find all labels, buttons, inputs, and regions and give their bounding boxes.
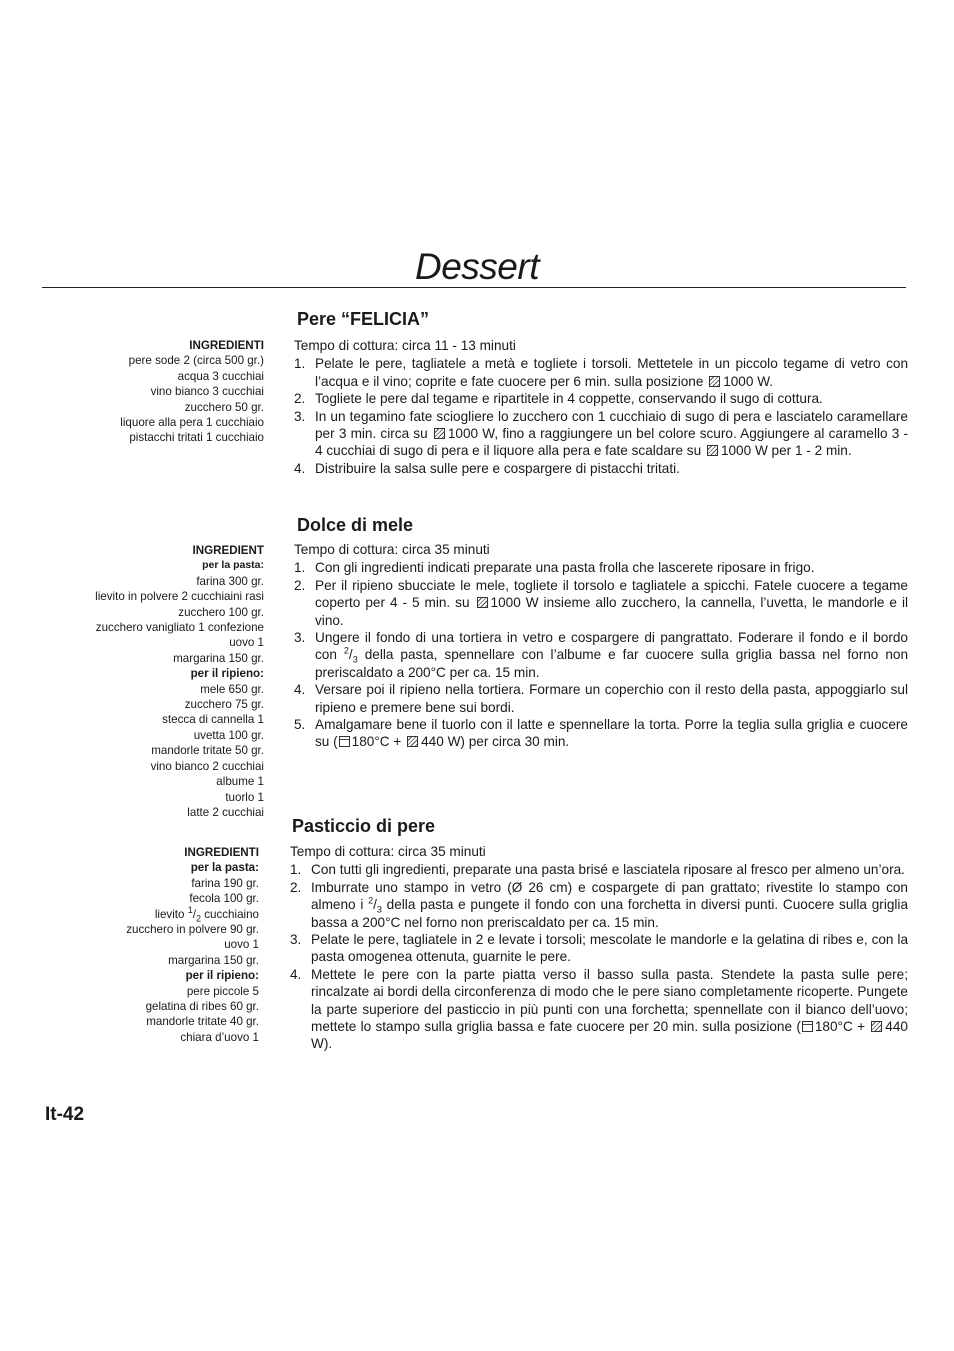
cooking-time: Tempo di cottura: circa 35 minuti [290,844,486,859]
ingredients-heading: INGREDIENT [192,544,264,557]
ingredients-dolce-di-mele [95,543,264,820]
recipe-body-pere-felicia [294,337,908,477]
ingredient-item: liquore alla pera 1 cucchiaio [120,416,264,430]
steps-list [294,355,908,477]
ingredient-item: pere sode 2 (circa 500 gr.) [128,354,264,368]
ingredients-subheading: per la pasta: [202,559,264,572]
microwave-icon [434,428,445,439]
step-text: 1000 W. [723,373,774,389]
page-title: Dessert [415,246,539,287]
ingredient-item: zucchero in polvere 90 gr. [126,923,259,937]
ingredient-item: margarina 150 gr. [173,651,264,665]
fraction-slash: / [348,647,353,663]
step-text: Con gli ingredienti indicati preparate una pasta frolla che lascerete riposare in frigo. [315,560,815,576]
step-text: Amalgamare bene il tuorlo con il latte e spennellare la torta. Porre la teglia sulla griglia e cuocere su ( [315,717,908,750]
steps-list [294,559,908,750]
microwave-icon [709,376,720,387]
step-text: 1000 W per 1 - 2 min. [720,443,852,459]
recipe-body-dolce-di-mele [294,541,908,751]
step-number: 2. [294,577,306,593]
microwave-icon [707,445,718,456]
cooking-time: Tempo di cottura: circa 35 minuti [294,542,490,557]
ingredient-item: vino bianco 3 cucchiai [150,385,264,399]
ingredient-item: zucchero 50 gr. [184,400,264,414]
ingredient-item: fecola 100 gr. [189,892,259,906]
ingredient-item: chiara d’uovo 1 [180,1030,259,1044]
ingredient-item: albume 1 [216,775,264,789]
ingredient-item: tuorlo 1 [225,790,264,804]
step-item [294,408,908,460]
ingredient-item: uvetta 100 gr. [193,728,264,742]
ingredients-subheading: per il ripieno: [185,969,259,983]
step-text: Con tutti gli ingredienti, preparate una pasta brisé e lasciatela riposare al fresco per almeno un’ora. [311,862,905,878]
step-number: 4. [290,966,302,982]
step-item [290,931,908,966]
recipe-body-pasticcio-di-pere [290,843,908,1053]
recipe-title-pasticcio-di-pere: Pasticcio di pere [292,816,436,836]
ingredient-item: latte 2 cucchiai [187,805,264,819]
step-number: 4. [294,460,306,476]
step-number: 2. [290,879,302,895]
step-number: 3. [290,932,302,948]
step-text: In un tegamino fate sciogliere lo zucchero con 1 cucchiaio di sugo di pera e lasciatelo caramellare per 3 min. circa su [315,408,908,442]
step-item [294,390,908,407]
step-text: 1000 W, fino a raggiungere un bel colore scuro. Aggiungere al caramello 3 - 4 cucchiai di sugo di pera e il liquore alla pera e fate scaldare su [315,426,908,459]
ingredient-item: stecca di cannella 1 [162,713,264,727]
ingredient-item: margarina 150 gr. [168,953,259,967]
step-item [294,559,908,576]
step-number: 4. [294,682,306,698]
step-number: 2. [294,391,306,407]
fraction-numerator: 2 [368,895,374,906]
fraction-denominator: 3 [352,655,358,666]
fraction-denominator: 2 [195,912,201,923]
step-text: 180°C + [814,1019,866,1035]
step-text: 1000 W insieme allo zucchero, la cannella, l’uvetta, le mandorle e il vino. [315,595,908,628]
step-text: Per il ripieno sbucciate le mele, togliete il torsolo e tagliatele a spicchi. Fatele cuocere a tegame coperto per 4 - 5 min. su [315,577,908,611]
title-divider [42,287,906,288]
step-item [294,716,908,751]
step-item [290,966,908,1053]
fraction-numerator: 1 [187,904,193,915]
step-number: 3. [294,408,306,424]
microwave-icon [477,597,488,608]
step-number: 1. [294,560,306,576]
step-item [294,460,908,477]
recipe-title-pere-felicia: Pere “FELICIA” [297,309,430,329]
step-item [294,629,908,681]
step-text: Mettete le pere con la parte piatta verso il basso sulla pasta. Stendete la pasta sulle pere; rincalzate ai bordi della circonferenza di modo che le pere siano completamente ricoperte. Pungete la parte superiore del pasticcio in più punti con una forchetta; spennellate con il bianco dell’uovo; mettete lo stampo sulla griglia bassa e fate cuocere per 20 min. sulla posizione ( [311,966,908,1035]
microwave-icon [871,1021,882,1032]
ingredients-heading: INGREDIENTI [184,846,259,859]
step-text: 180°C + [351,734,402,750]
ingredient-text: lievito [154,907,185,921]
step-number: 3. [294,630,306,646]
ingredient-item-lievito: lievito $^1/_2$ cucchiaino [154,904,259,923]
fraction-denominator: 3 [376,904,382,915]
ingredient-item: acqua 3 cucchiai [177,369,264,383]
grill-icon [339,736,350,747]
step-number: 5. [294,717,306,733]
ingredient-item: pere piccole 5 [186,984,259,998]
microwave-icon [407,736,418,747]
step-text: Imburrate uno stampo in vetro (Ø 26 cm) e cospargete di pan grattato; rivestite lo stampo con almeno i [311,879,908,913]
step-text: Ungere il fondo di una tortiera in vetro e cospargere di pangrattato. Foderare il fondo e il bordo con [315,630,908,663]
step-text: della pasta e pungete il fondo con una forchetta in diversi punti. Cuocere sulla griglia bassa a 200°C nel forno non preriscaldato per ca. 15 min. [311,897,909,930]
step-number: 1. [294,356,306,372]
ingredient-item: zucchero 100 gr. [178,605,264,619]
ingredient-item: pistacchi tritati 1 cucchiaio [129,431,264,445]
grill-icon [802,1021,813,1032]
ingredient-item: lievito in polvere 2 cucchiaini rasi [95,590,264,604]
ingredient-item: mandorle tritate 40 gr. [146,1015,259,1029]
step-item [290,879,908,931]
ingredient-item: zucchero vanigliato 1 confezione [95,621,264,635]
cooking-time: Tempo di cottura: circa 11 - 13 minuti [294,338,516,353]
ingredient-item: mele 650 gr. [200,682,264,696]
fraction-slash: / [373,897,377,913]
steps-list [290,861,908,1052]
step-item [294,355,908,390]
step-text: Pelate le pere, tagliatele in 2 e levate i torsoli; mescolate le mandorle e la gelatina di ribes e, con la pasta omogenea ottenuta, guarnite le pere. [311,932,908,965]
ingredients-subheading: per il ripieno: [190,667,264,681]
step-item [294,577,908,629]
step-item [294,681,908,716]
step-item [290,861,908,878]
page-number: It-42 [45,1104,85,1125]
ingredient-item: farina 190 gr. [191,876,259,890]
step-text: Togliete le pere dal tegame e ripartitele in 4 coppette, conservando il sugo di cottura. [315,391,823,407]
step-text: Pelate le pere, tagliatele a metà e togliete i torsoli. Mettetele in un piccolo tegame di vetro con l’acqua e il vino; coprite e fate cuocere per 6 min. sulla posizione [315,356,908,389]
ingredients-pere-felicia [120,338,264,446]
step-text: della pasta, spennellare con l’albume e far cuocere sulla griglia bassa nel forno non preriscaldato a 200°C per ca. 15 min. [315,647,909,680]
fraction-numerator: 2 [343,645,349,656]
ingredient-item: zucchero 75 gr. [184,698,264,712]
ingredient-item: uovo 1 [229,636,264,650]
ingredients-pasticcio-di-pere [126,845,259,1045]
ingredient-item: uovo 1 [224,938,259,952]
step-text: Distribuire la salsa sulle pere e cospargere di pistacchi tritati. [315,460,680,476]
ingredients-heading: INGREDIENTI [189,339,264,352]
ingredient-item: farina 300 gr. [196,574,264,588]
step-text: 440 W) per circa 30 min. [421,734,570,750]
step-text: Versare poi il ripieno nella tortiera. Formare un coperchio con il resto della pasta, appoggiarlo sul ripieno e premere bene sui bordi. [315,682,908,715]
step-number: 1. [290,862,302,878]
ingredient-text: cucchiaino [204,907,259,921]
step-text: 440 W). [311,1019,908,1052]
ingredient-item: mandorle tritate 50 gr. [151,744,264,758]
ingredients-subheading: per la pasta: [190,861,259,875]
ingredient-item: gelatina di ribes 60 gr. [145,1000,259,1014]
recipe-title-dolce-di-mele: Dolce di mele [297,515,414,535]
ingredient-item: vino bianco 2 cucchiai [150,759,264,773]
